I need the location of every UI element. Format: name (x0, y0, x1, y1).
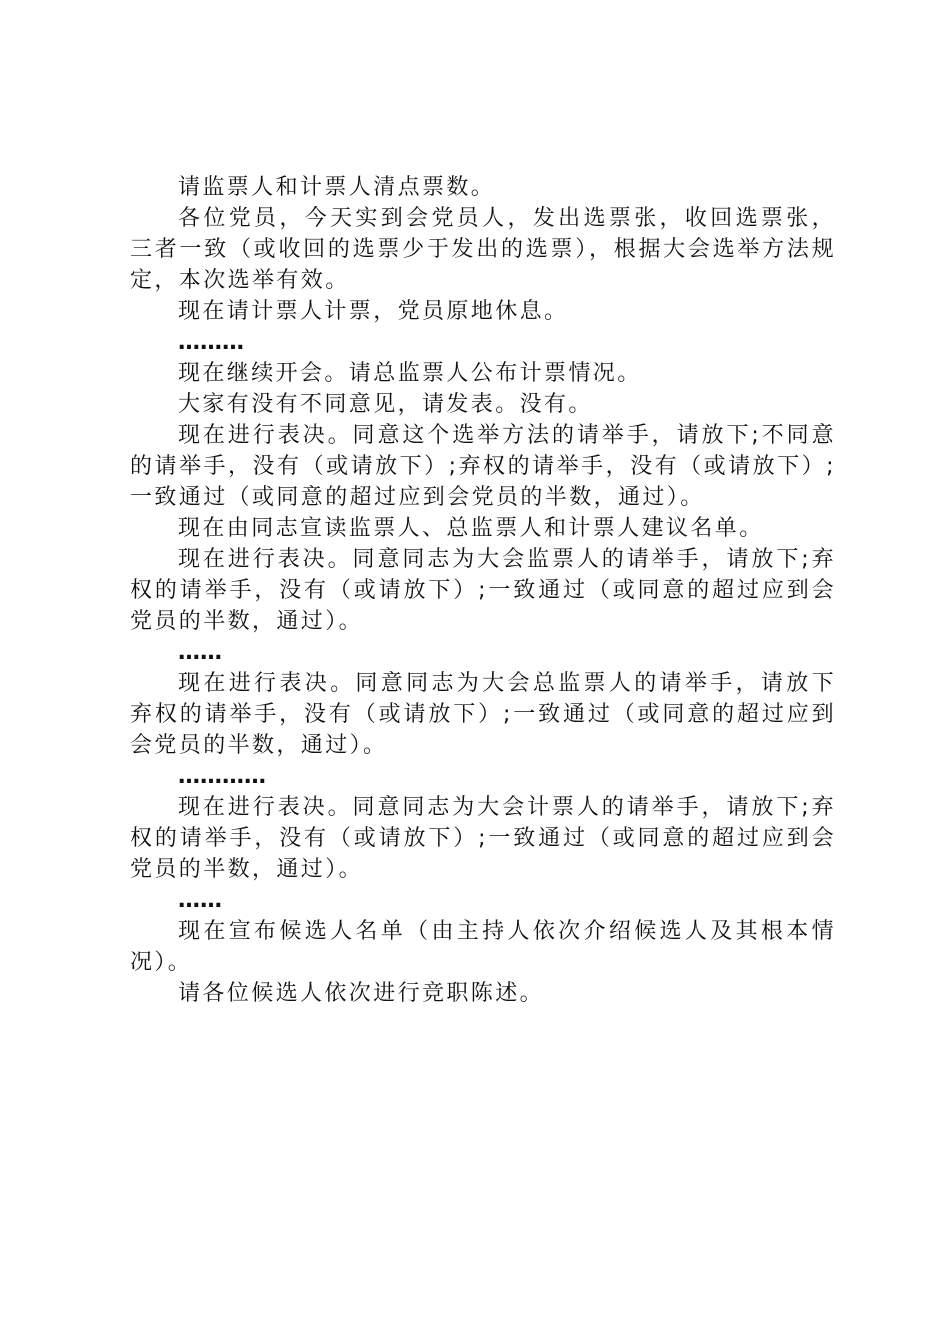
ellipsis-separator: ……… (178, 330, 244, 355)
paragraph: 现在进行表决。同意同志为大会监票人的请举手，请放下;弃权的请举手，没有（或请放下）;一致通过（或同意的超过应到会党员的半数，通过）。 (130, 547, 836, 634)
paragraph: 请各位候选人依次进行竞职陈述。 (178, 981, 545, 1006)
paragraph: 现在由同志宣读监票人、总监票人和计票人建议名单。 (178, 516, 764, 541)
paragraph: 请监票人和计票人清点票数。 (178, 175, 496, 200)
paragraph: 现在进行表决。同意同志为大会总监票人的请举手，请放下弃权的请举手，没有（或请放下）;一致通过（或同意的超过应到会党员的半数，通过）。 (130, 671, 836, 758)
ellipsis-separator: …… (178, 640, 222, 665)
paragraph: 各位党员，今天实到会党员人，发出选票张，收回选票张，三者一致（或收回的选票少于发出的选票），根据大会选举方法规定，本次选举有效。 (130, 206, 836, 293)
paragraph: 现在进行表决。同意同志为大会计票人的请举手，请放下;弃权的请举手，没有（或请放下）;一致通过（或同意的超过应到会党员的半数，通过）。 (130, 795, 836, 882)
paragraph: 现在请计票人计票，党员原地休息。 (178, 299, 569, 324)
document-body (130, 172, 836, 1009)
paragraph: 大家有没有不同意见，请发表。没有。 (178, 392, 593, 417)
paragraph: 现在继续开会。请总监票人公布计票情况。 (178, 361, 642, 386)
ellipsis-separator: ………… (178, 764, 266, 789)
paragraph: 现在进行表决。同意这个选举方法的请举手，请放下;不同意的请举手，没有（或请放下）;弃权的请举手，没有（或请放下）;一致通过（或同意的超过应到会党员的半数，通过）。 (130, 423, 836, 510)
paragraph: 现在宣布候选人名单（由主持人依次介绍候选人及其根本情况）。 (130, 919, 836, 975)
ellipsis-separator: …… (178, 888, 222, 913)
